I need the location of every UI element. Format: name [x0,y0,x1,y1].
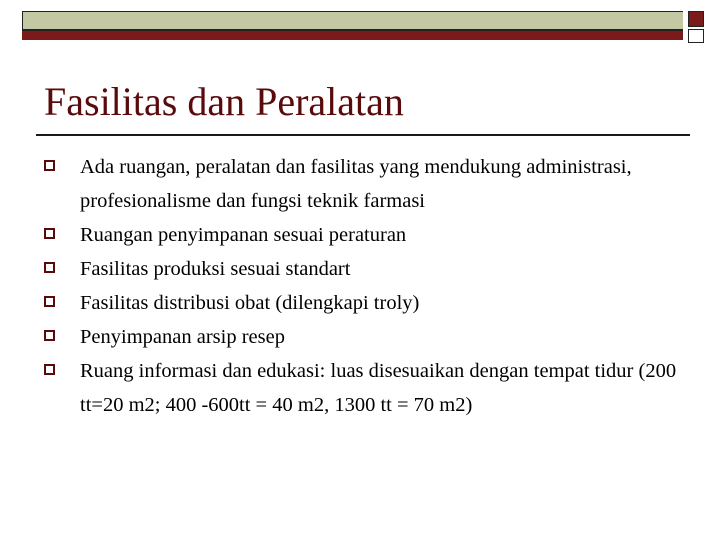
square-bullet-icon [44,228,55,239]
square-bullet-icon [44,160,55,171]
bullet-item [44,218,694,252]
bullet-item [44,150,694,218]
slide-title: Fasilitas dan Peralatan [44,79,404,124]
bullet-text: Penyimpanan arsip resep [80,326,285,348]
corner-square-light [688,29,704,43]
bullet-item [44,252,694,286]
bullet-item [44,286,694,320]
bullet-text: Fasilitas distribusi obat (dilengkapi troly) [80,292,420,314]
bullet-text: Ada ruangan, peralatan dan fasilitas yang mendukung administrasi, profesionalisme dan fungsi teknik farmasi [80,156,632,212]
bullet-item [44,320,694,354]
square-bullet-icon [44,262,55,273]
bullet-text: Ruangan penyimpanan sesuai peraturan [80,224,407,246]
bullet-text: Ruang informasi dan edukasi: luas disesuaikan dengan tempat tidur (200 tt=20 m2; 400 -600tt = 40 m2, 1300 tt = 70 m2) [80,360,677,416]
square-bullet-icon [44,330,55,341]
square-bullet-icon [44,296,55,307]
square-bullet-icon [44,364,55,375]
bullet-item [44,354,694,422]
header-decorative-line [22,29,683,31]
title-divider [36,134,690,136]
bullet-list [44,150,694,422]
corner-square-dark [688,11,704,27]
bullet-text: Fasilitas produksi sesuai standart [80,258,351,280]
